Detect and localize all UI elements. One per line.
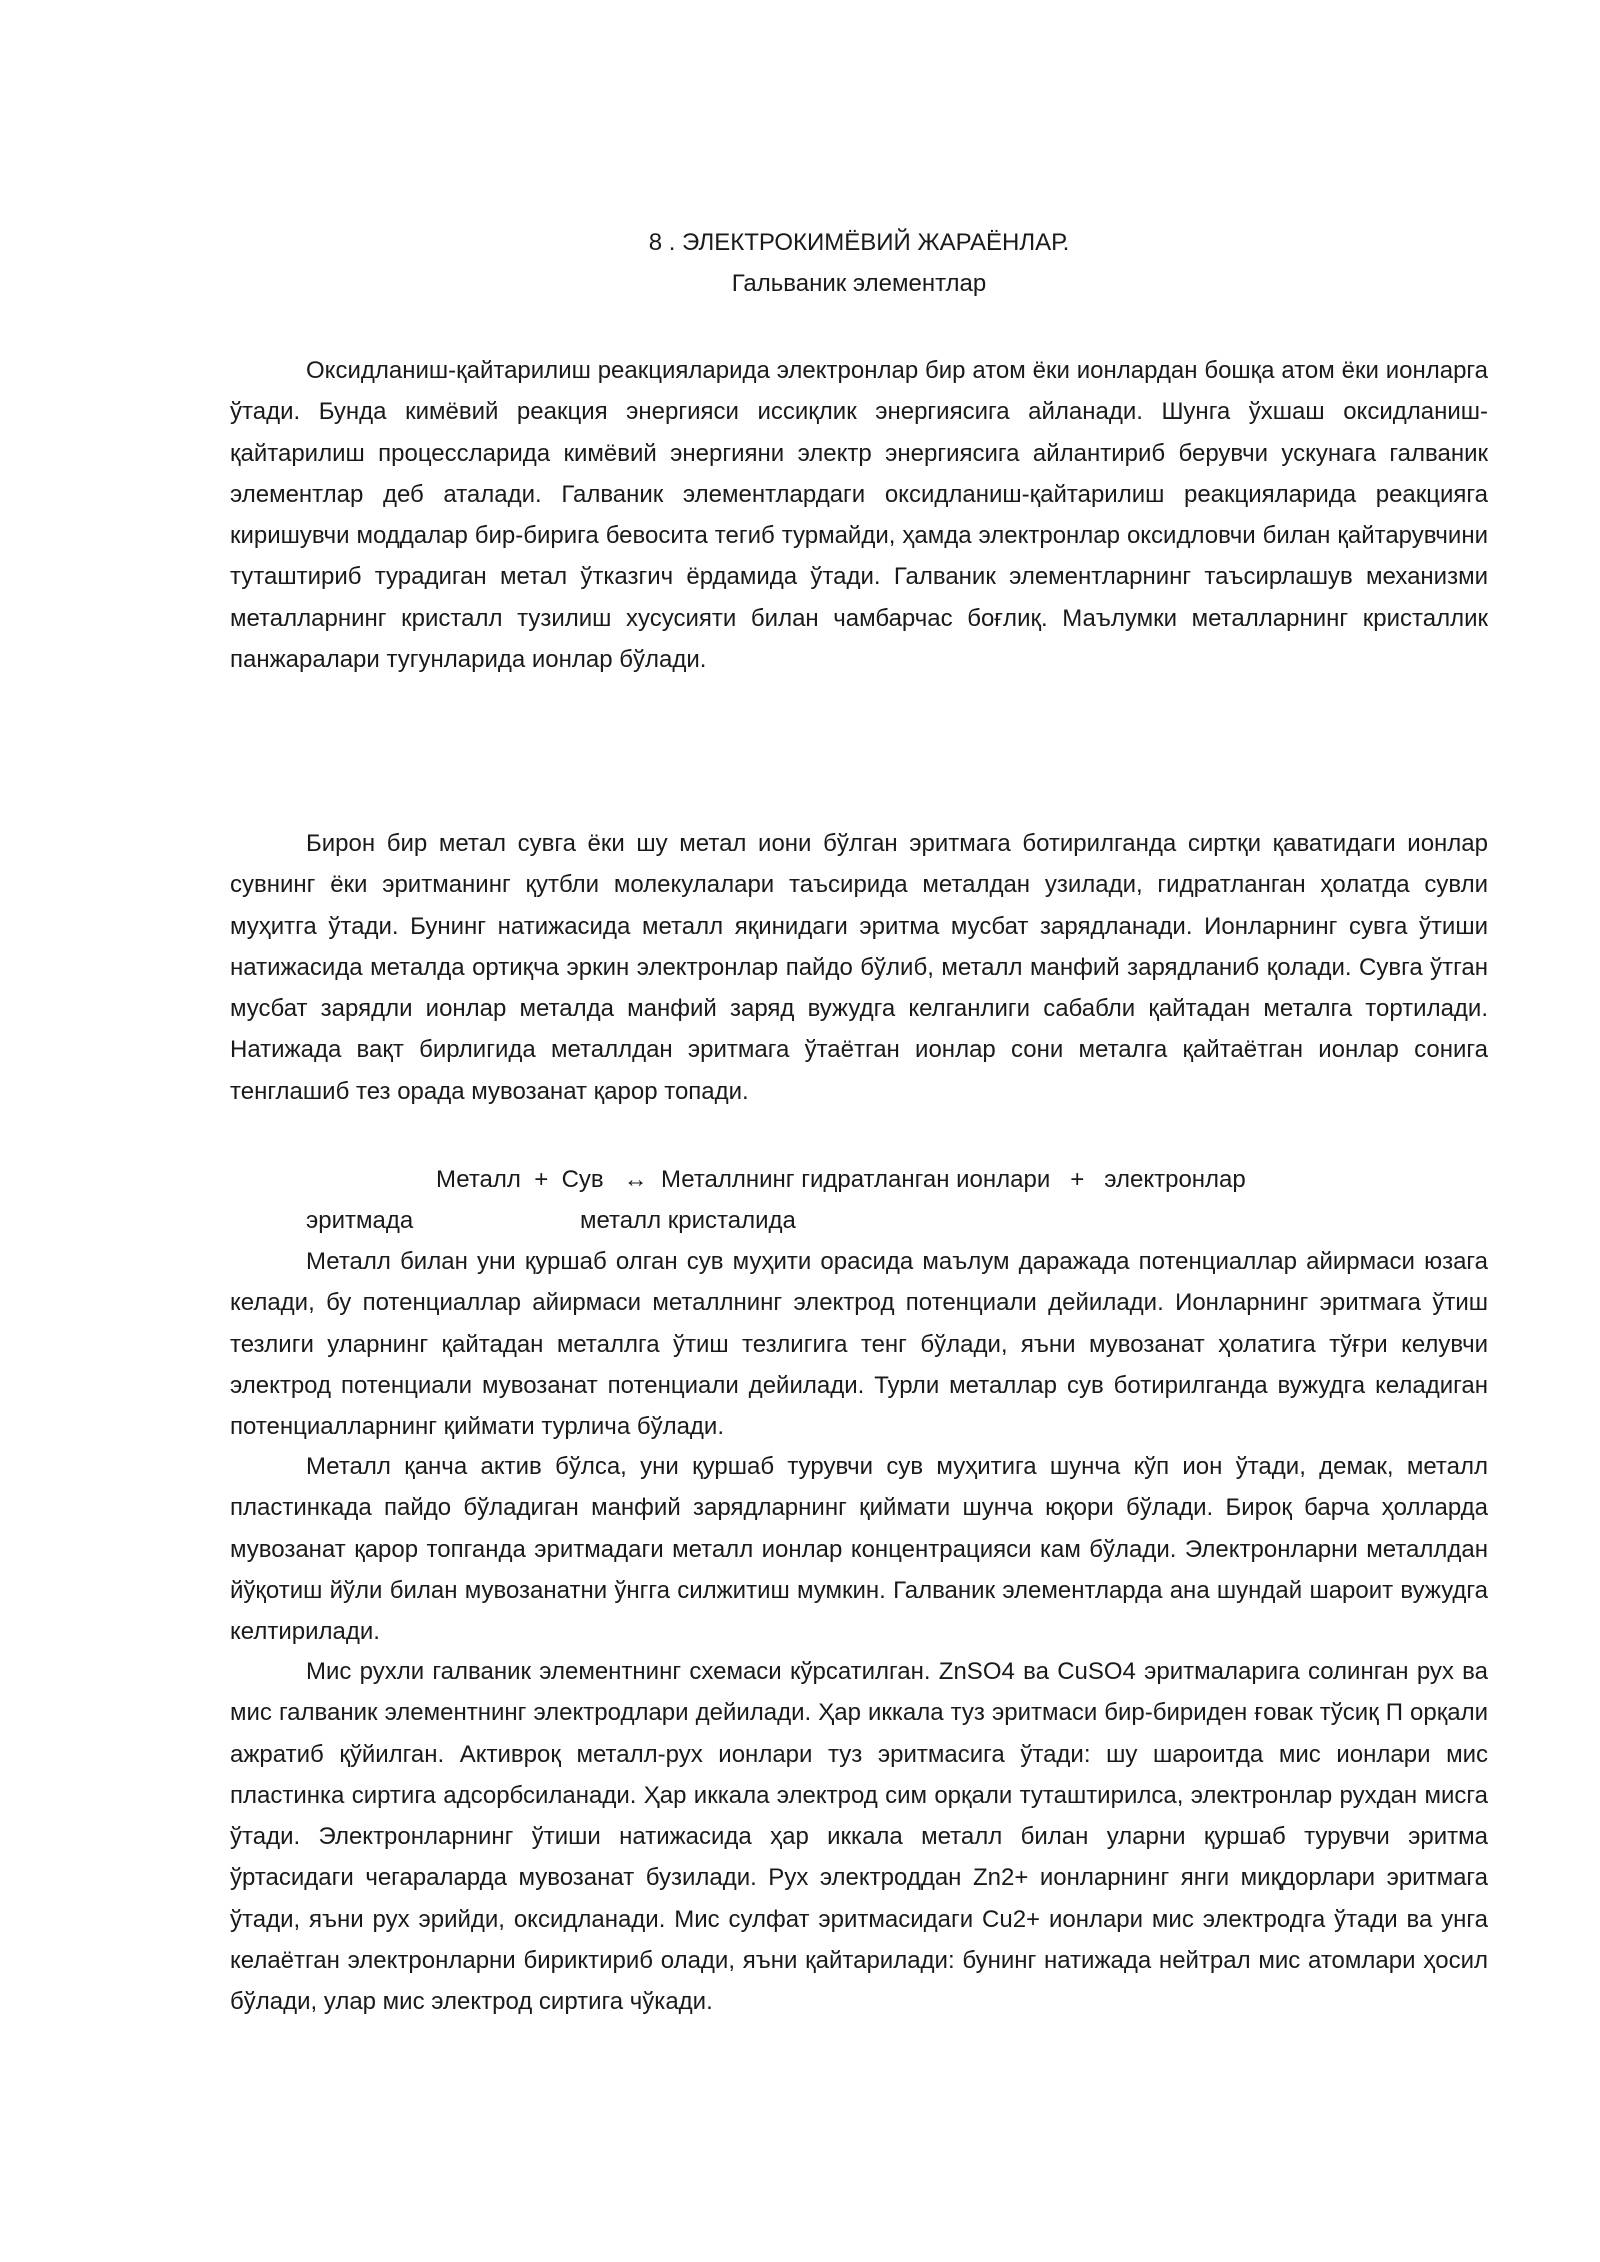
paragraph-copper-zinc-cell: Мис рухли галваник элементнинг схемаси кўрсатилган. ZnSO4 ва CuSO4 эритмаларига солинган рух ва мис галваник элементнинг электродлари дейилади. Ҳар иккала туз эритмаси бир-бириден ғовак тўсиқ П орқали ажратиб қўйилган. Активроқ металл-рух ионлари туз эритмасига ўтади: шу шароитда мис ионлари мис пластинка сиртига адсорбсиланади. Ҳар иккала электрод сим орқали туташтирилса, электронлар рухдан мисга ўтади. Электронларнинг ўтиши натижасида ҳар иккала металл билан уларни қуршаб турувчи эритма ўртасидаги чегараларда мувозанат бузилади. Рух электроддан Zn2+ ионларнинг янги миқдорлари эритмага ўтади, яъни рух эрийди, оксидланади. Мис сулфат эритмасидаги Cu2+ ионлари мис электродга ўтади ва унга келаётган электронларни бириктириб олади, яъни қайтарилади: бунинг натижада нейтрал мис атомлари ҳосил бўлади, улар мис электрод сиртига чўкади. — [230, 1658, 1488, 2016]
title-block — [230, 222, 1488, 304]
page-title: 8 . ЭЛЕКТРОКИМЁВИЙ ЖАРАЁНЛАР. — [648, 229, 1070, 256]
paragraph-redox-intro: Оксидланиш-қайтарилиш реакцияларида электронлар бир атом ёки ионлардан бошқа атом ёки ионларга ўтади. Бунда кимёвий реакция энергияси иссиқлик энергиясига айланади. Шунга ўхшаш оксидланиш-қайтарилиш процессларида кимёвий энергияни электр энергиясига айлантириб берувчи ускунага галваник элементлар деб аталади. Галваник элементлардаги оксидланиш-қайтарилиш реакцияларида реакцияга киришувчи моддалар бир-бирига бевосита тегиб турмайди, ҳамда электронлар оксидловчи билан қайтарувчини туташтириб турадиган метал ўтказгич ёрдамида ўтади. Галваник элементларнинг таъсирлашув механизми металларнинг кристалл тузилиш хусусияти билан чамбарчас боғлиқ. Маълумки металларнинг кристаллик панжаралари тугунларида ионлар бўлади. — [230, 357, 1488, 674]
paragraph-metal-in-water: Бирон бир метал сувга ёки шу метал иони бўлган эритмага ботирилганда сиртқи қаватидаги ионлар сувнинг ёки эритманинг қутбли молекулалари таъсирида металдан узилади, гидратланган ҳолатда сувли муҳитга ўтади. Бунинг натижасида металл яқинидаги эритма мусбат зарядланади. Ионларнинг сувга ўтиши натижасида металда ортиқча эркин электронлар пайдо бўлиб, металл манфий зарядланиб қолади. Сувга ўтган мусбат зарядли ионлар металда манфий заряд вужудга келганлиги сабабли қайтадан металга тортилади. Натижада вақт бирлигида металлдан эритмага ўтаётган ионлар сони металга қайтаётган ионлар сонига тенглашиб тез орада мувозанат қарор топади. — [230, 830, 1488, 1105]
paragraph-active-metal: Металл қанча актив бўлса, уни қуршаб турувчи сув муҳитига шунча кўп ион ўтади, демак, металл пластинкада пайдо бўладиган манфий зарядларнинг қиймати шунча юқори бўлади. Бироқ барча ҳолларда мувозанат қарор топганда эритмадаги металл ионлар концентрацияси кам бўлади. Электронларни металлдан йўқотиш йўли билан мувозанатни ўнгга силжитиш мумкин. Галваник элементларда ана шундай шароит вужудга келтирилади. — [230, 1453, 1488, 1646]
equation-label-solution: эритмада — [306, 1207, 414, 1234]
page-subtitle: Гальваник элементлар — [731, 270, 987, 297]
equation-label-crystal: металл кристалида — [580, 1207, 796, 1234]
equilibrium-equation: Металл + Сув ↔ Металлнинг гидратланган ионлари + электронлар — [436, 1166, 1246, 1193]
paragraph-electrode-potential: Металл билан уни қуршаб олган сув муҳити орасида маълум даражада потенциаллар айирмаси юзага келади, бу потенциаллар айирмаси металлнинг электрод потенциали дейилади. Ионларнинг эритмага ўтиш тезлиги уларнинг қайтадан металлга ўтиш тезлигига тенг бўлади, яъни мувозанат ҳолатига тўғри келувчи электрод потенциали мувозанат потенциали дейилади. Турли металлар сув ботирилганда вужудга келадиган потенциалларнинг қиймати турлича бўлади. — [230, 1248, 1488, 1441]
document-page — [230, 0, 1488, 2262]
